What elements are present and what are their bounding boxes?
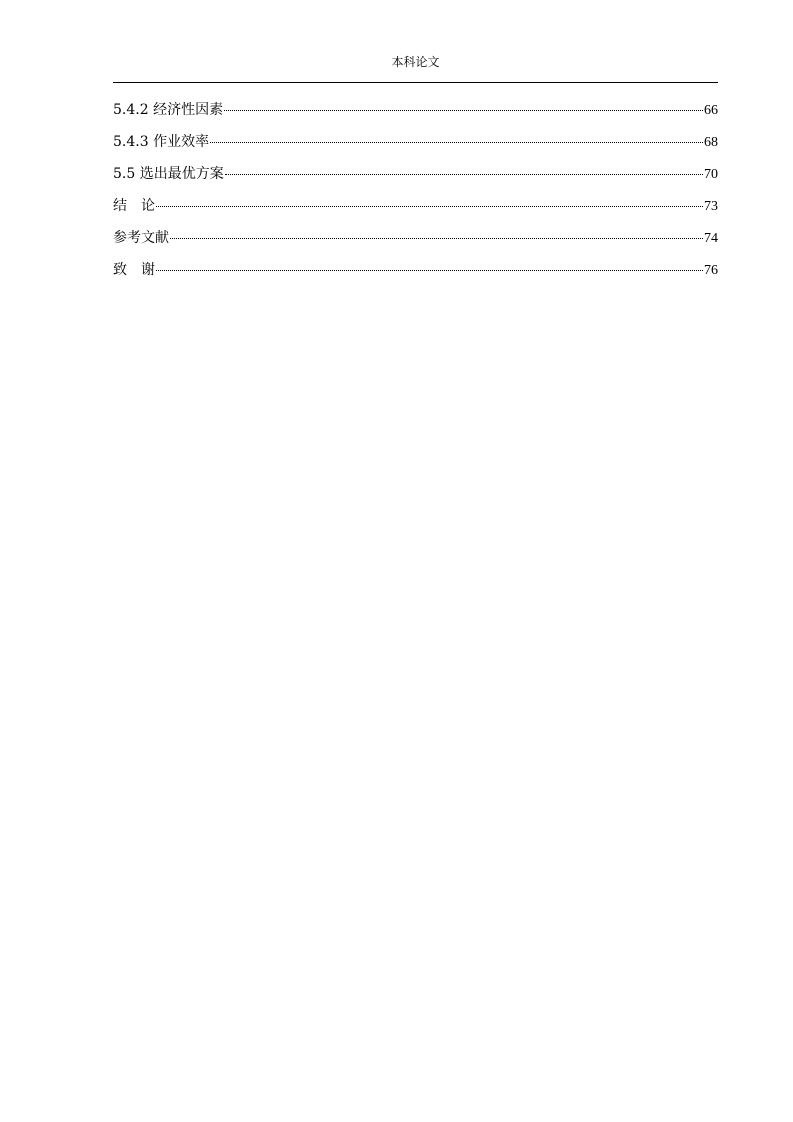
toc-dot-leader: [224, 110, 703, 111]
toc-entry-acknowledgements[interactable]: [113, 260, 718, 292]
toc-dot-leader: [170, 238, 703, 239]
toc-entry-references[interactable]: [113, 228, 718, 260]
header-title: 本科论文: [391, 55, 440, 69]
toc-dot-leader: [156, 270, 703, 271]
toc-entry-label: 5.4.2 经济性因素: [113, 102, 224, 118]
toc-entry-label: 结 论: [113, 198, 155, 214]
toc-entry-conclusion[interactable]: [113, 196, 718, 228]
toc-dot-leader: [225, 174, 703, 175]
toc-entry-5-5[interactable]: [113, 164, 718, 196]
toc-dot-leader: [156, 206, 703, 207]
toc-entry-label: 参考文献: [113, 230, 169, 246]
page-header: [113, 54, 718, 83]
toc-entry-page-number: 74: [704, 231, 718, 246]
table-of-contents: [113, 100, 718, 292]
toc-entry-page-number: 68: [704, 135, 718, 150]
toc-entry-5-4-3[interactable]: [113, 132, 718, 164]
toc-entry-5-4-2[interactable]: [113, 100, 718, 132]
toc-entry-label: 5.4.3 作业效率: [113, 134, 210, 150]
toc-entry-label: 5.5 选出最优方案: [113, 166, 224, 182]
toc-entry-page-number: 70: [704, 167, 718, 182]
toc-entry-label: 致 谢: [113, 262, 155, 278]
toc-entry-page-number: 66: [704, 103, 718, 118]
toc-entry-page-number: 73: [704, 199, 718, 214]
toc-entry-page-number: 76: [704, 263, 718, 278]
toc-dot-leader: [210, 142, 703, 143]
